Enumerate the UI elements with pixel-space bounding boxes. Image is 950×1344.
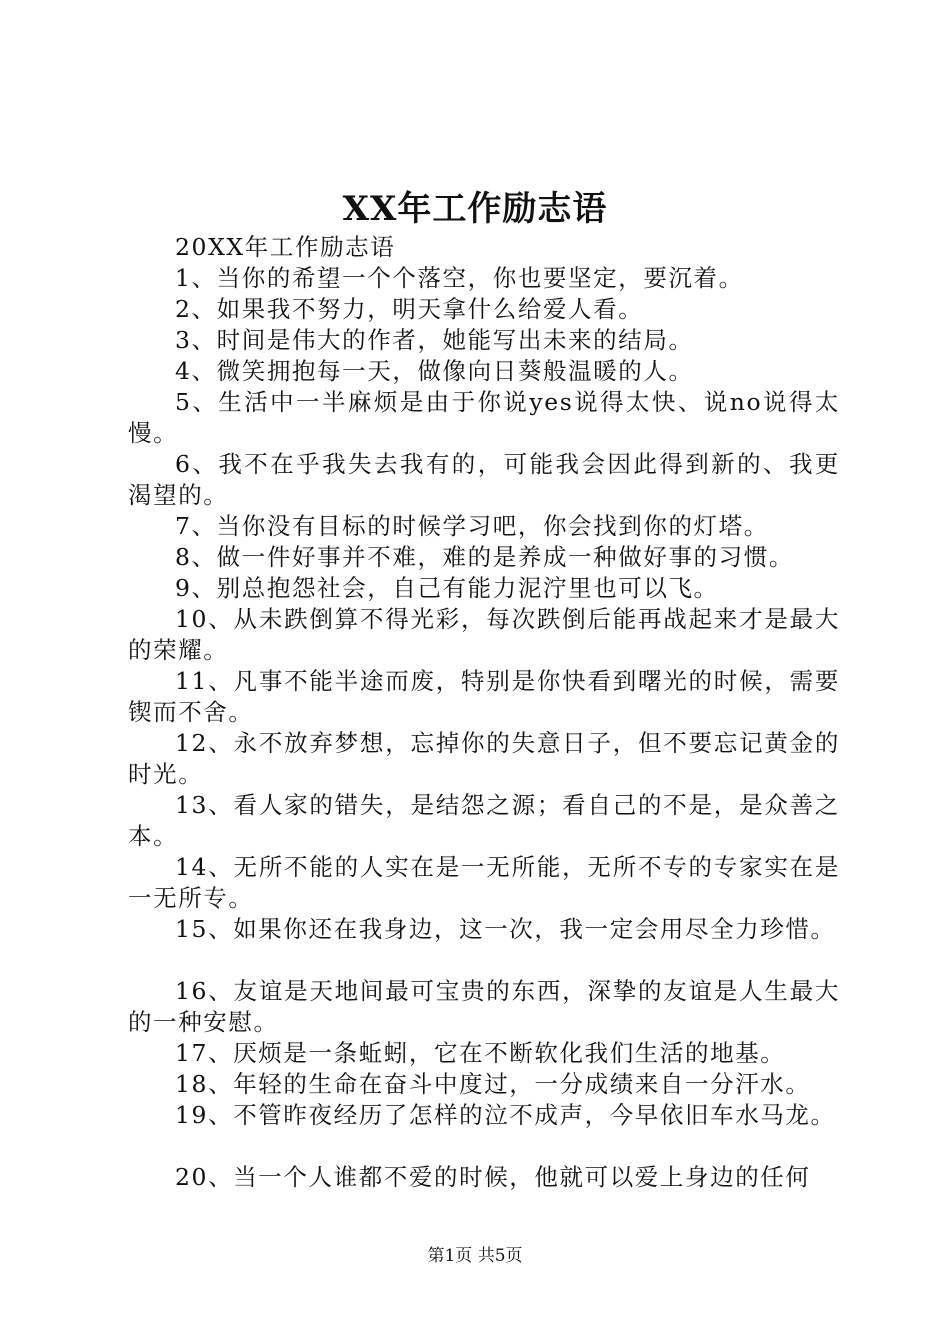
paragraph-7: 7、当你没有目标的时候学习吧，你会找到你的灯塔。	[175, 512, 769, 540]
document-subtitle: 20XX年工作励志语	[175, 233, 396, 261]
page-footer: 第1页 共5页	[427, 1246, 523, 1266]
document-title: XX年工作励志语	[342, 189, 608, 229]
paragraph-13: 13、看人家的错失，是结怨之源；看自己的不是，是众善之本。	[128, 791, 840, 850]
paragraph-9: 9、别总抱怨社会，自己有能力泥泞里也可以飞。	[175, 574, 719, 602]
paragraph-14: 14、无所不能的人实在是一无所能，无所不专的专家实在是一无所专。	[128, 853, 840, 912]
paragraph-20: 20、当一个人谁都不爱的时候，他就可以爱上身边的任何	[175, 1163, 811, 1191]
paragraph-18: 18、年轻的生命在奋斗中度过，一分成绩来自一分汗水。	[175, 1070, 811, 1098]
paragraph-11: 11、凡事不能半途而废，特别是你快看到曙光的时候，需要锲而不舍。	[128, 667, 840, 726]
paragraph-4: 4、微笑拥抱每一天，做像向日葵般温暖的人。	[175, 357, 694, 385]
paragraph-19: 19、不管昨夜经历了怎样的泣不成声，今早依旧车水马龙。	[175, 1101, 836, 1129]
paragraph-5: 5、生活中一半麻烦是由于你说yes说得太快、说no说得太慢。	[128, 388, 840, 447]
paragraph-2: 2、如果我不努力，明天拿什么给爱人看。	[175, 295, 644, 323]
paragraph-17: 17、厌烦是一条蚯蚓，它在不断软化我们生活的地基。	[175, 1039, 786, 1067]
paragraph-3: 3、时间是伟大的作者，她能写出未来的结局。	[175, 326, 694, 354]
document-body	[128, 232, 840, 1193]
paragraph-12: 12、永不放弃梦想，忘掉你的失意日子，但不要忘记黄金的时光。	[128, 729, 840, 788]
paragraph-16: 16、友谊是天地间最可宝贵的东西，深挚的友谊是人生最大的一种安慰。	[128, 977, 840, 1036]
paragraph-8: 8、做一件好事并不难，难的是养成一种做好事的习惯。	[175, 543, 794, 571]
paragraph-6: 6、我不在乎我失去我有的，可能我会因此得到新的、我更渴望的。	[128, 450, 840, 509]
paragraph-10: 10、从未跌倒算不得光彩，每次跌倒后能再战起来才是最大的荣耀。	[128, 605, 840, 664]
paragraph-15: 15、如果你还在我身边，这一次，我一定会用尽全力珍惜。	[175, 915, 836, 943]
paragraph-1: 1、当你的希望一个个落空，你也要坚定，要沉着。	[175, 264, 744, 292]
